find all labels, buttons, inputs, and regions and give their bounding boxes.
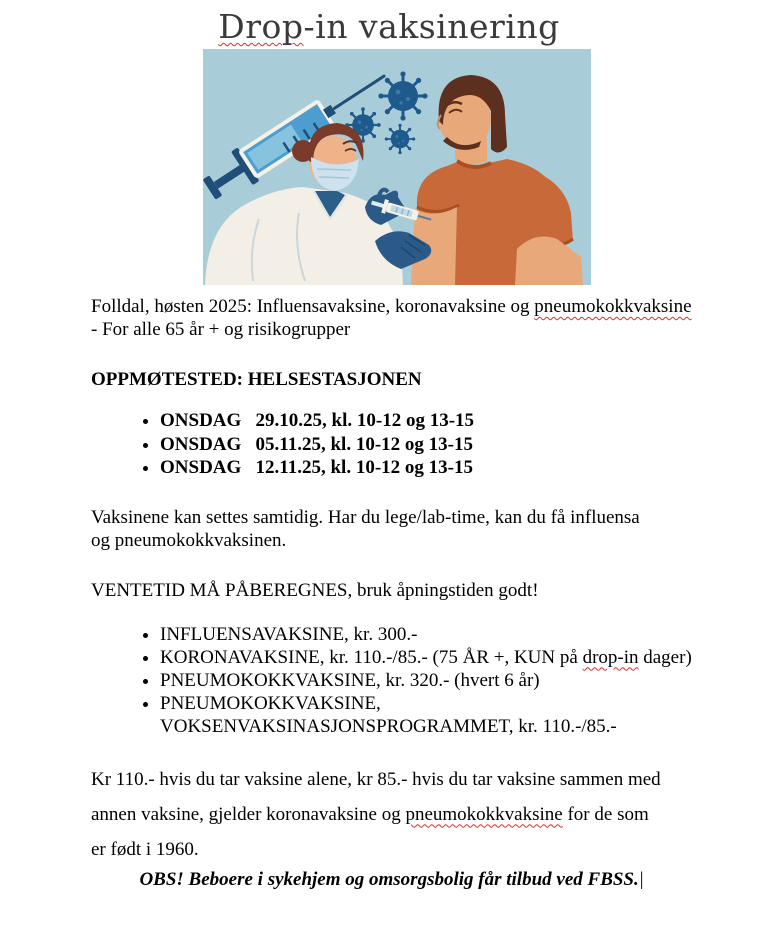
intro-paragraph bbox=[91, 295, 692, 341]
vaccination-illustration-svg bbox=[203, 49, 591, 285]
schedule-list bbox=[91, 409, 692, 480]
text-segment: VOKSENVAKSINASJONSPROGRAMMET, kr. 110.-/85.- bbox=[160, 715, 617, 737]
document-body[interactable] bbox=[0, 295, 778, 891]
text-segment: Folldal, høsten 2025: Influensavaksine, koronavaksine og bbox=[91, 296, 535, 317]
text-segment: -in vaksinering bbox=[303, 7, 560, 46]
list-item: • ONSDAG 12.11.25, kl. 10-12 og 13-15 bbox=[160, 456, 692, 480]
text-segment: Vaksinene kan settes samtidig. Har du lege/lab-time, kan du få influensa bbox=[91, 506, 640, 528]
text-segment: Kr 110.- hvis du tar vaksine alene, kr 85.- hvis du tar vaksine sammen med bbox=[91, 768, 661, 790]
misspelled-word: drop-in bbox=[582, 646, 639, 668]
text-segment: er født i 1960. bbox=[91, 838, 199, 860]
wait-time-note: VENTETID MÅ PÅBEREGNES, bruk åpningstiden godt! bbox=[91, 579, 539, 601]
price-list bbox=[91, 623, 692, 738]
list-item bbox=[160, 646, 692, 669]
text-segment: INFLUENSAVAKSINE, kr. 300.- bbox=[160, 623, 418, 645]
vaccination-illustration bbox=[203, 49, 591, 285]
text-segment: PNEUMOKOKKVAKSINE, kr. 320.- (hvert 6 år) bbox=[160, 669, 540, 691]
simultaneous-note bbox=[91, 506, 692, 552]
text-segment: dager) bbox=[638, 646, 692, 668]
list-item bbox=[160, 669, 692, 692]
venue-heading: OPPMØTESTED: HELSESTASJONEN bbox=[91, 369, 422, 390]
payment-note bbox=[91, 762, 692, 867]
page-title bbox=[0, 6, 778, 47]
text-segment: PNEUMOKOKKVAKSINE, bbox=[160, 692, 381, 714]
list-item bbox=[160, 692, 692, 738]
text-segment: og pneumokokkvaksinen. bbox=[91, 529, 287, 551]
text-cursor: | bbox=[639, 868, 644, 890]
list-item: • ONSDAG 29.10.25, kl. 10-12 og 13-15 bbox=[160, 409, 692, 433]
list-item: • ONSDAG 05.11.25, kl. 10-12 og 13-15 bbox=[160, 433, 692, 457]
document-page[interactable] bbox=[0, 6, 778, 932]
misspelled-word: pneumokokkvaksine bbox=[405, 803, 563, 825]
text-segment: annen vaksine, gjelder koronavaksine og bbox=[91, 803, 406, 825]
misspelled-word: Drop bbox=[218, 7, 304, 46]
misspelled-word: pneumokokkvaksine bbox=[534, 296, 692, 317]
list-item bbox=[160, 623, 692, 646]
text-segment: for de som bbox=[562, 803, 649, 825]
text-segment: KORONAVAKSINE, kr. 110.-/85.- (75 ÅR +, KUN på bbox=[160, 646, 583, 668]
text-segment: - For alle 65 år + og risikogrupper bbox=[91, 319, 351, 340]
obs-note bbox=[91, 868, 692, 891]
obs-note-text: OBS! Beboere i sykehjem og omsorgsbolig får tilbud ved FBSS. bbox=[139, 868, 639, 890]
